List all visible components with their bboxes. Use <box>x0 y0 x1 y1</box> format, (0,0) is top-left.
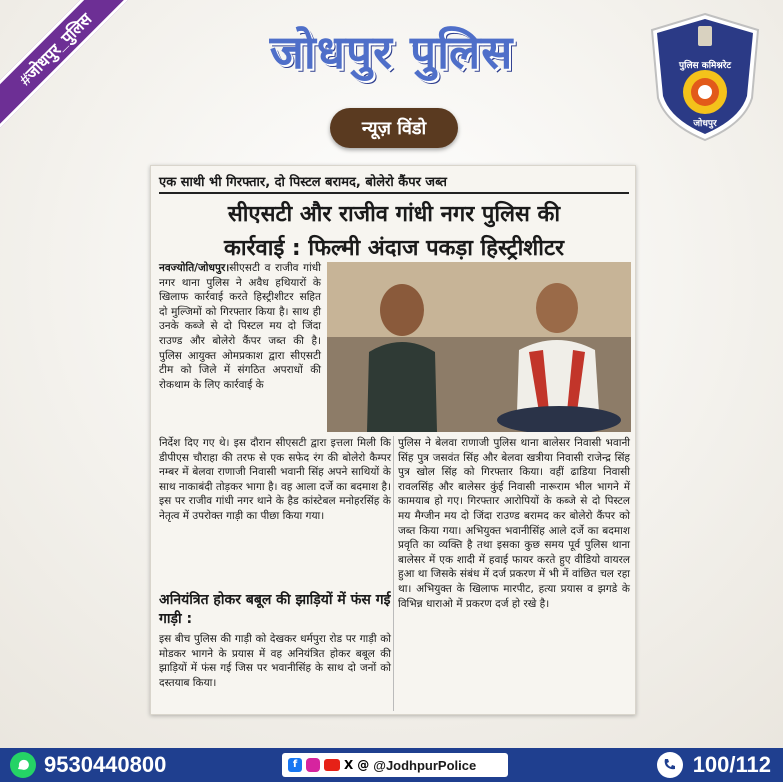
emergency-number: 100/112 <box>692 752 771 777</box>
social-handle-text: @JodhpurPolice <box>373 757 477 773</box>
phone-number: 9530440800 <box>44 752 167 777</box>
ribbon-hashtag: #जोधपुर_पुलिस <box>0 0 130 128</box>
emergency-contact[interactable] <box>657 748 771 782</box>
whatsapp-icon <box>10 752 36 778</box>
badge-top-text: पुलिस कमिश्नरेट <box>679 61 731 71</box>
page-title: जोधपुर पुलिस <box>269 25 514 79</box>
headline-line-1: सीएसटी और राजीव गांधी नगर पुलिस की <box>227 202 561 227</box>
column-divider <box>393 436 394 711</box>
article-headline <box>157 198 631 266</box>
youtube-icon <box>324 759 340 771</box>
newspaper-clipping <box>150 165 636 715</box>
police-commissionerate-logo <box>648 12 762 142</box>
phone-icon <box>657 752 683 778</box>
threads-icon: @ <box>357 758 370 772</box>
accused-photo <box>327 262 631 432</box>
news-window-pill: न्यूज़ विंडो <box>330 108 458 148</box>
article-paragraph-1: सीएसटी व राजीव गांधी नगर थाना पुलिस ने अवैध हथियारों के खिलाफ कार्रवाई करते हिस्ट्रीशीटर सहित दो मुल्जिमों को गिरफ्तार किया है। साथ ही उनके कब्जे से दो पिस्टल मय दो जिंदा राउण्ड और बोलेरो कैंपर जब्त की है। पुलिस आयुक्त ओमप्रकाश द्वारा सीएसटी टीम को जिले में संगठित अपराधों की रोकथाम के लिए कार्रवाई के <box>159 262 321 391</box>
article-subheading: अनियंत्रित होकर बबूल की झाड़ियों में फंस गई गाड़ी : <box>159 592 391 627</box>
contact-bar <box>0 748 783 782</box>
article-column-intro <box>159 261 321 392</box>
article-kicker: एक साथी भी गिरफ्तार, दो पिस्टल बरामद, बोलेरो कैंपर जब्त <box>159 172 629 194</box>
whatsapp-contact[interactable] <box>10 748 166 782</box>
article-dateline: नवज्योति/जोधपुर। <box>159 262 230 274</box>
facebook-icon: f <box>288 758 302 772</box>
instagram-icon <box>306 758 320 772</box>
article-column-right: पुलिस ने बेलवा राणाजी पुलिस थाना बालेसर निवासी भवानी सिंह पुत्र जसवंत सिंह और बेलवा खत्रीया निवासी राजेन्द्र सिंह पुत्र खोल सिंह को गिरफ्तार किया। वहीं ढाडिया निवासी रावलसिंह और बालेसर कुंई निवासी नारूराम भील भागने में कामयाब हो गए। गिरफ्तार आरोपियों के कब्जे से दो पिस्टल मय मैग्जीन मय दो जिंदा राउण्ड बरामद कर बोलेरो कैंपर को जब्त किया गया। अभियुक्त भवानीसिंह आले दर्जे का बदमाश प्रवृति का व्यक्ति है तथा इसका कुछ समय पूर्व पुलिस थाना बालेसर में एक शादी में हवाई फायर करते हुए वीडियो वायरल हुआ था जिसके संबंध में दर्ज प्रकरण में भी में वांछित चल रहा था। अभियुक्त के खिलाफ मारपीट, हत्या प्रयास व झगडे के विभिन्न धाराओ में प्रकरण दर्ज हो रखे है। <box>398 437 630 610</box>
photo-illustration <box>327 262 631 432</box>
x-icon: X <box>344 758 354 772</box>
headline-line-2: कार्रवाई : फिल्मी अंदाज पकड़ा हिस्ट्रीशीटर <box>223 236 565 261</box>
social-media-handle-box[interactable] <box>282 753 508 777</box>
article-column-main: निर्देश दिए गए थे। इस दौरान सीएसटी द्वारा इत्तला मिली कि डीपीएस चौराहा की तरफ से एक सफेद रंग की बोलेरो कैम्पर नम्बर में बेलवा राणाजी निवासी भवानी सिंह अपने साथियों के साथ नाकाबंदी तोड़कर भागा है। वह आला दर्जे का बदमाश है। इस पर राजीव गांधी नगर थाने के हैड कांस्टेबल मनोहरसिंह के नेतृत्व में उपरोक्त गाड़ी का पीछा किया गया। <box>159 437 391 522</box>
badge-bottom-text: जोधपुर <box>693 119 717 129</box>
article-paragraph-3: इस बीच पुलिस की गाड़ी को देखकर धर्मपुरा रोड पर गाड़ी को मोडकर भागने के प्रयास में वह अनियंत्रित होकर बबूल की झाड़ियों में फंस गई जिस पर भवानीसिंह के साथ दो जनों को दस्तयाब किया। <box>159 633 391 689</box>
